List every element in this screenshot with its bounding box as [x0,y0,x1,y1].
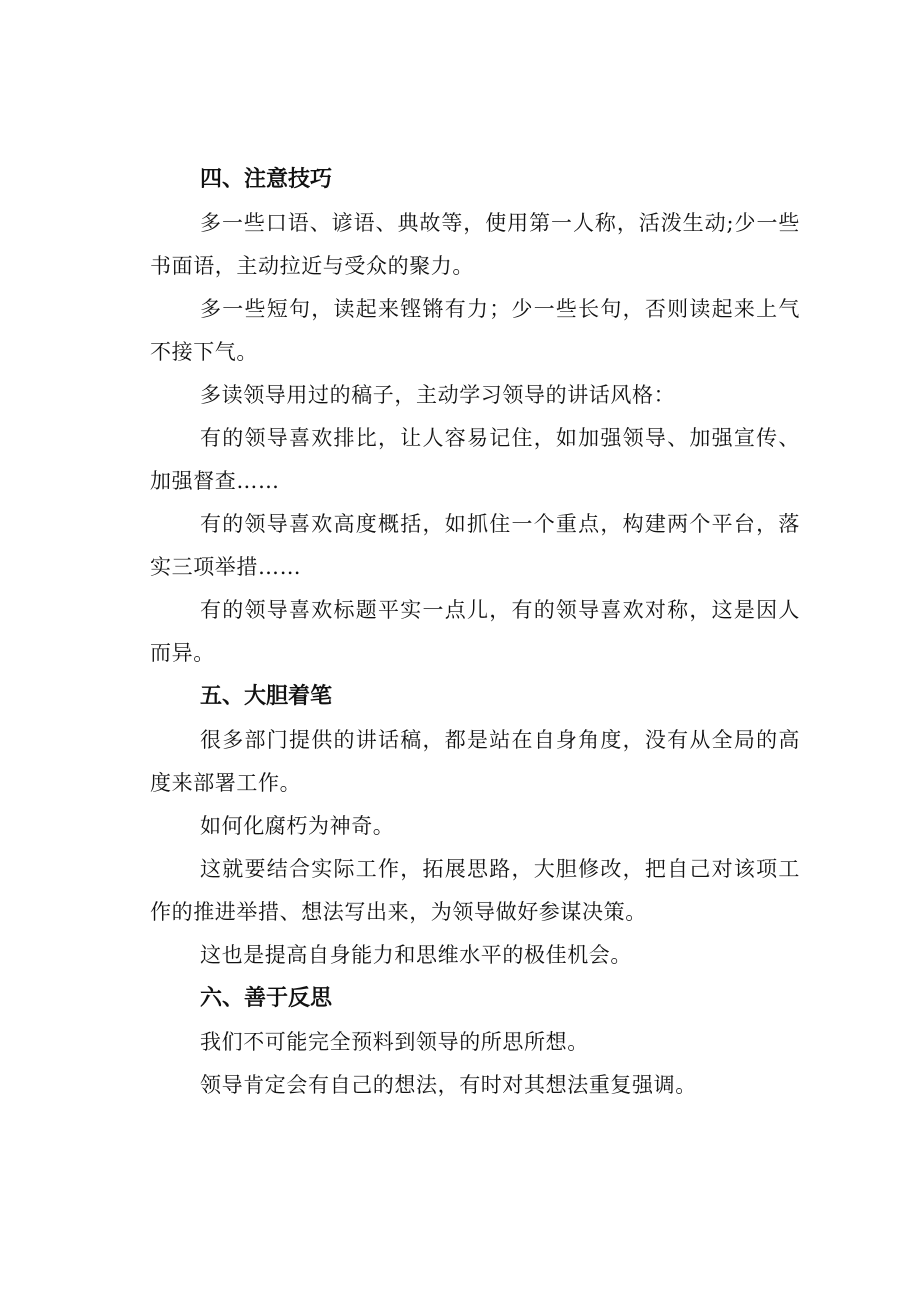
document-body [150,158,800,1107]
paragraph: 有的领导喜欢高度概括，如抓住一个重点，构建两个平台，落实三项举措…… [150,512,800,579]
section-heading: 四、注意技巧 [200,167,333,192]
section-techniques [150,158,800,675]
paragraph: 这就要结合实际工作，拓展思路，大胆修改，把自己对该项工作的推进举措、想法写出来，为领导做好参谋决策。 [150,857,800,924]
section-reflection [150,977,800,1107]
paragraph: 有的领导喜欢标题平实一点儿，有的领导喜欢对称，这是因人而异。 [150,598,800,665]
paragraph: 有的领导喜欢排比，让人容易记住，如加强领导、加强宣传、加强督查…… [150,426,800,493]
paragraph: 我们不可能完全预料到领导的所思所想。 [200,1030,589,1054]
section-bold-writing [150,675,800,977]
paragraph: 这也是提高自身能力和思维水平的极佳机会。 [200,943,632,967]
section-heading: 五、大胆着笔 [200,684,333,709]
paragraph: 多一些口语、谚语、典故等，使用第一人称，活泼生动;少一些书面语，主动拉近与受众的聚力。 [150,211,800,278]
paragraph: 如何化腐朽为神奇。 [200,814,395,838]
paragraph: 多读领导用过的稿子，主动学习领导的讲话风格： [200,383,676,407]
section-heading: 六、善于反思 [200,986,333,1011]
paragraph: 领导肯定会有自己的想法，有时对其想法重复强调。 [200,1073,697,1097]
paragraph: 很多部门提供的讲话稿，都是站在自身角度，没有从全局的高度来部署工作。 [150,728,800,795]
paragraph: 多一些短句，读起来铿锵有力；少一些长句，否则读起来上气不接下气。 [150,297,800,364]
